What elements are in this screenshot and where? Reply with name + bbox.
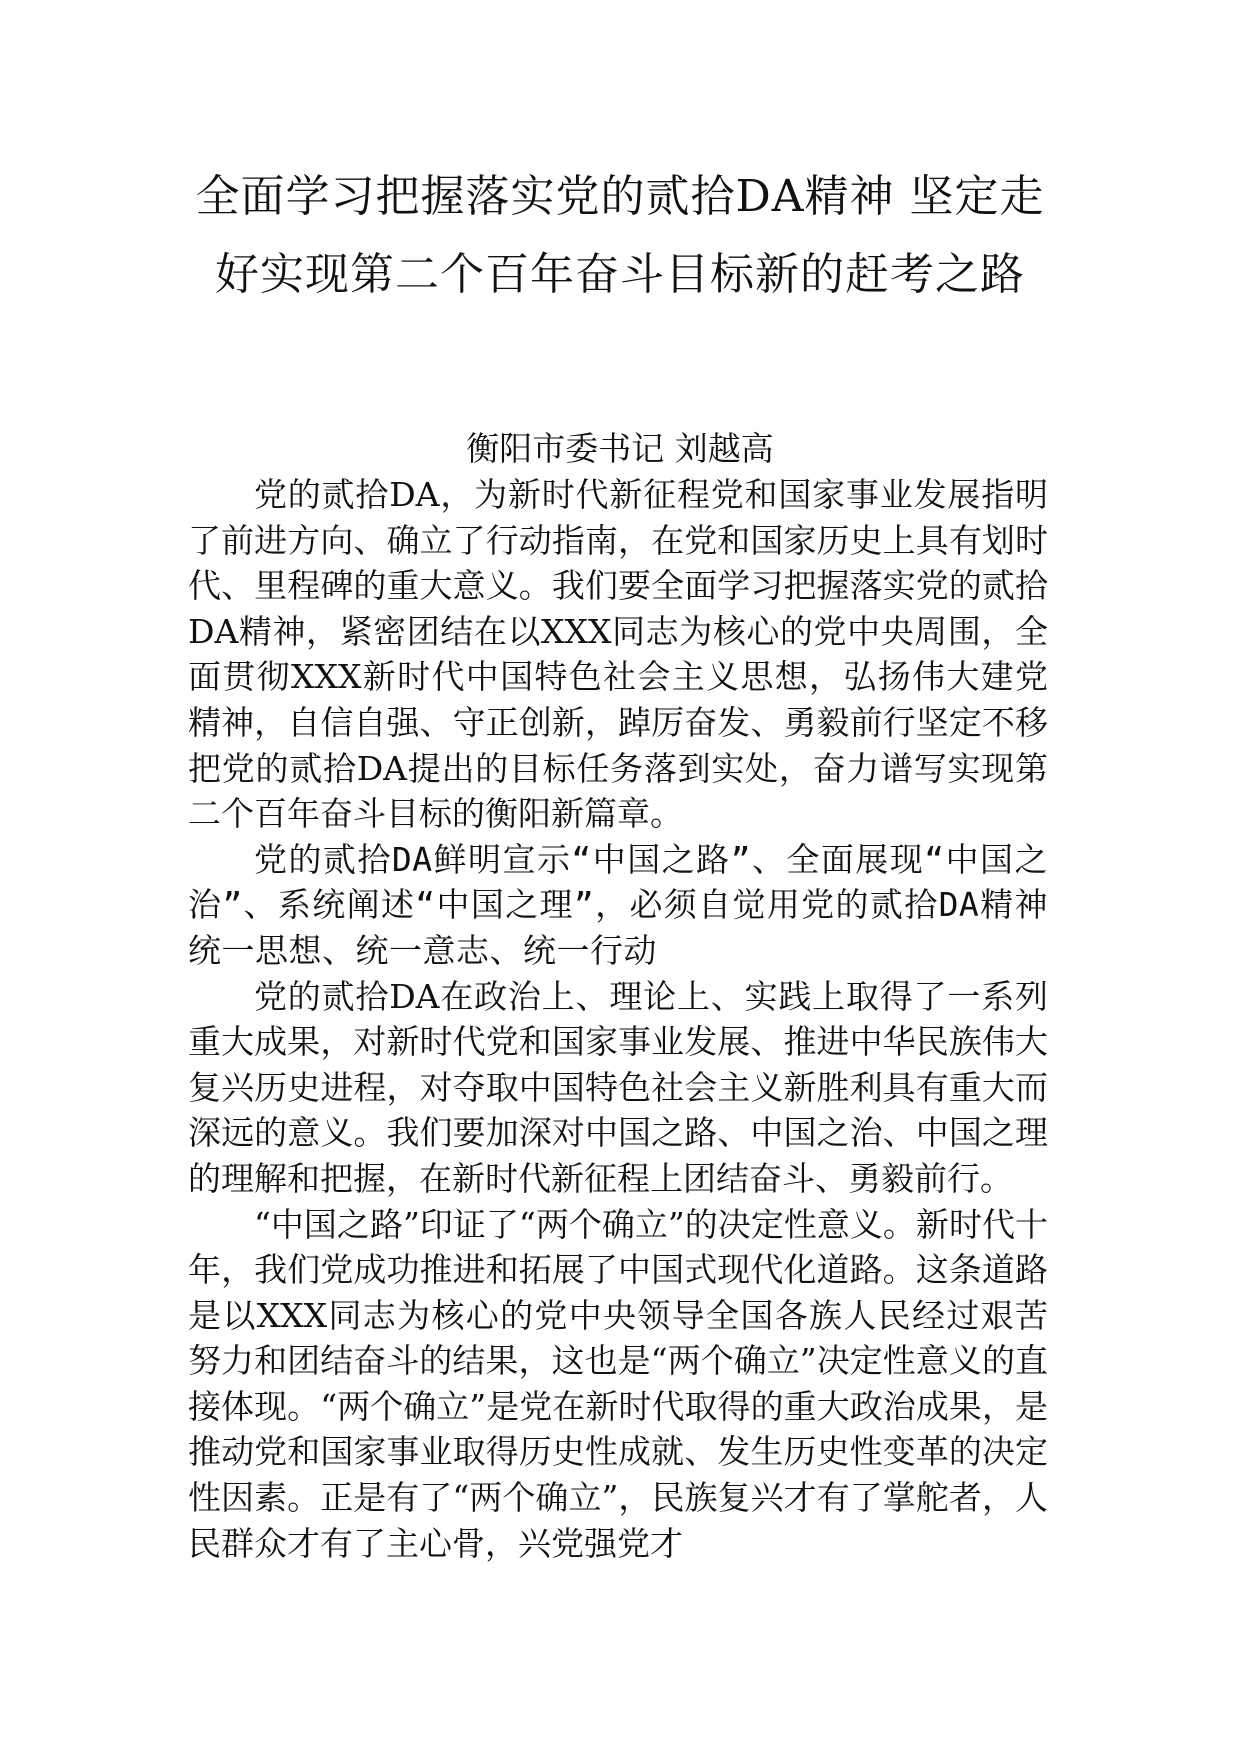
paragraph: 党的贰拾DA，为新时代新征程党和国家事业发展指明了前进方向、确立了行动指南，在党和国家历史上具有划时代、里程碑的重大意义。我们要全面学习把握落实党的贰拾DA精神，紧密团结在以XXX同志为核心的党中央周围，全面贯彻XXX新时代中国特色社会主义思想，弘扬伟大建党精神，自信自强、守正创新，踔厉奋发、勇毅前行坚定不移把党的贰拾DA提出的目标任务落到实处，奋力谱写实现第二个百年奋斗目标的衡阳新篇章。	[188, 475, 1048, 834]
paragraph: “中国之路”印证了“两个确立”的决定性意义。新时代十年，我们党成功推进和拓展了中国式现代化道路。这条道路是以XXX同志为核心的党中央领导全国各族人民经过艰苦努力和团结奋斗的结果，这也是“两个确立”决定性意义的直接体现。“两个确立”是党在新时代取得的重大政治成果，是推动党和国家事业取得历史性成就、发生历史性变革的决定性因素。正是有了“两个确立”，民族复兴才有了掌舵者，人民群众才有了主心骨，兴党强党才	[188, 1204, 1048, 1563]
paragraph: 党的贰拾DA鲜明宣示“中国之路”、全面展现“中国之治”、系统阐述“中国之理”，必须自觉用党的贰拾DA精神统一思想、统一意志、统一行动	[188, 839, 1048, 970]
document-body	[188, 472, 1048, 1566]
document-author: 衡阳市委书记 刘越高	[466, 429, 774, 468]
document-title: 全面学习把握落实党的贰拾DA精神 坚定走好实现第二个百年奋斗目标新的赶考之路	[195, 171, 1045, 300]
paragraph: 党的贰拾DA在政治上、理论上、实践上取得了一系列重大成果，对新时代党和国家事业发展、推进中华民族伟大复兴历史进程，对夺取中国特色社会主义新胜利具有重大而深远的意义。我们要加深对中国之路、中国之治、中国之理的理解和把握，在新时代新征程上团结奋斗、勇毅前行。	[188, 976, 1048, 1198]
